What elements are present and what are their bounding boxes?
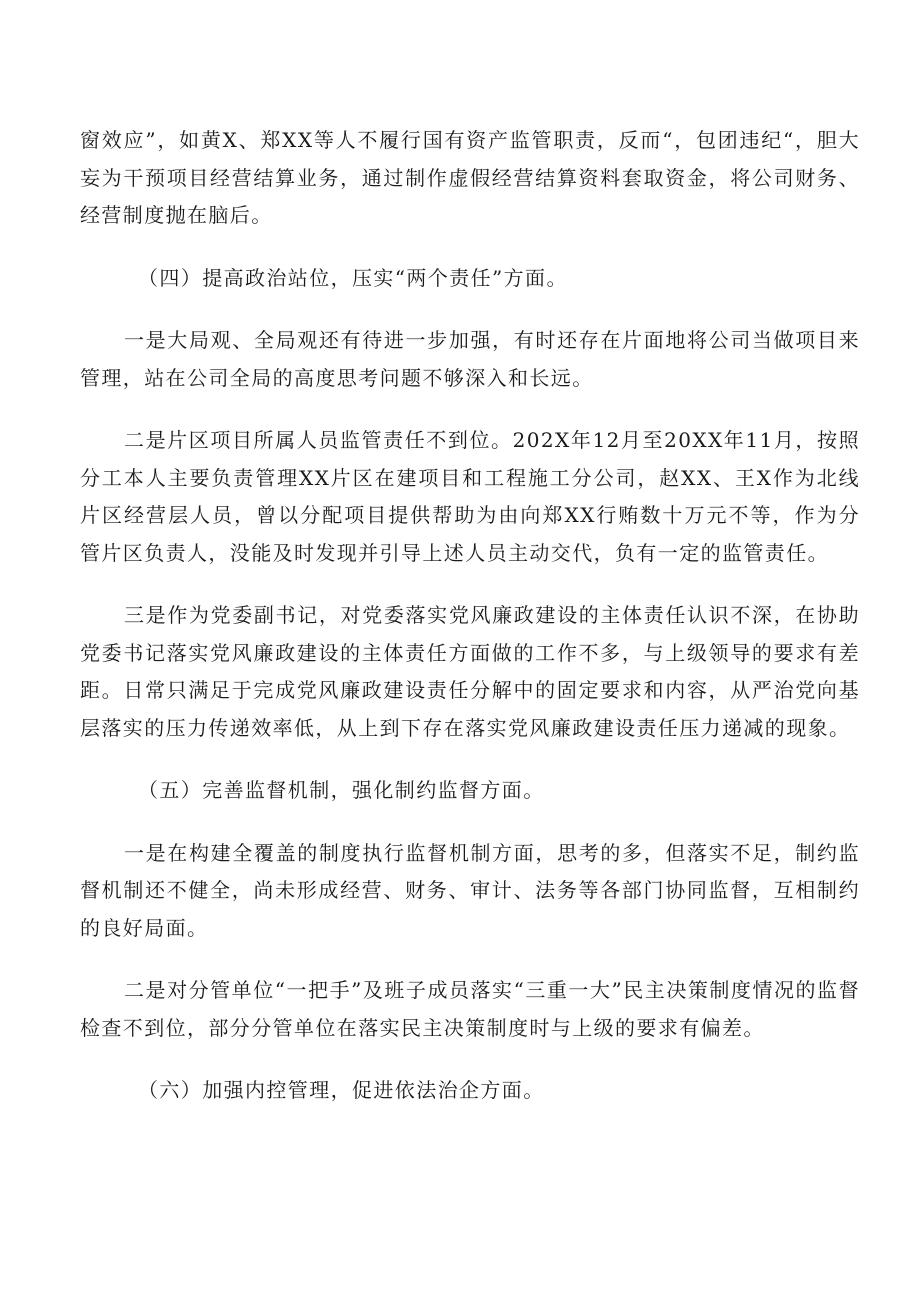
- paragraph-4-2: 二是片区项目所属人员监管责任不到位。202X年12月至20XX年11月，按照分工本人主要负责管理XX片区在建项目和工程施工分公司，赵XX、王X作为北线片区经营层人员，曾以分配项目提供帮助为由向郑XX行贿数十万元不等，作为分管片区负责人，没能及时发现并引导上述人员主动交代，负有一定的监管责任。: [80, 428, 860, 565]
- section-heading-6: （六）加强内控管理，促进依法治企方面。: [138, 1078, 545, 1102]
- paragraph-4-3: 三是作为党委副书记，对党委落实党风廉政建设的主体责任认识不深，在协助党委书记落实党风廉政建设的主体责任方面做的工作不多，与上级领导的要求有差距。日常只满足于完成党风廉政建设责任分解中的固定要求和内容，从严治党向基层落实的压力传递效率低，从上到下存在落实党风廉政建设责任压力递减的现象。: [80, 603, 860, 740]
- section-heading-5: （五）完善监督机制，强化制约监督方面。: [138, 778, 545, 802]
- paragraph-4-1: 一是大局观、全局观还有待进一步加强，有时还存在片面地将公司当做项目来管理，站在公司全局的高度思考问题不够深入和长远。: [80, 328, 860, 390]
- paragraph-continuation: 窗效应”，如黄X、郑XX等人不履行国有资产监管职责，反而“，包团违纪“，胆大妄为干预项目经营结算业务，通过制作虚假经营结算资料套取资金，将公司财务、经营制度抛在脑后。: [80, 128, 860, 227]
- document-body: [80, 122, 860, 1110]
- paragraph-5-2: 二是对分管单位“一把手”及班子成员落实“三重一大”民主决策制度情况的监督检查不到位，部分分管单位在落实民主决策制度时与上级的要求有偏差。: [80, 978, 860, 1040]
- section-heading-4: （四）提高政治站位，压实“两个责任”方面。: [138, 265, 568, 290]
- paragraph-5-1: 一是在构建全覆盖的制度执行监督机制方面，思考的多，但落实不足，制约监督机制还不健全，尚未形成经营、财务、审计、法务等各部门协同监督，互相制约的良好局面。: [80, 840, 860, 940]
